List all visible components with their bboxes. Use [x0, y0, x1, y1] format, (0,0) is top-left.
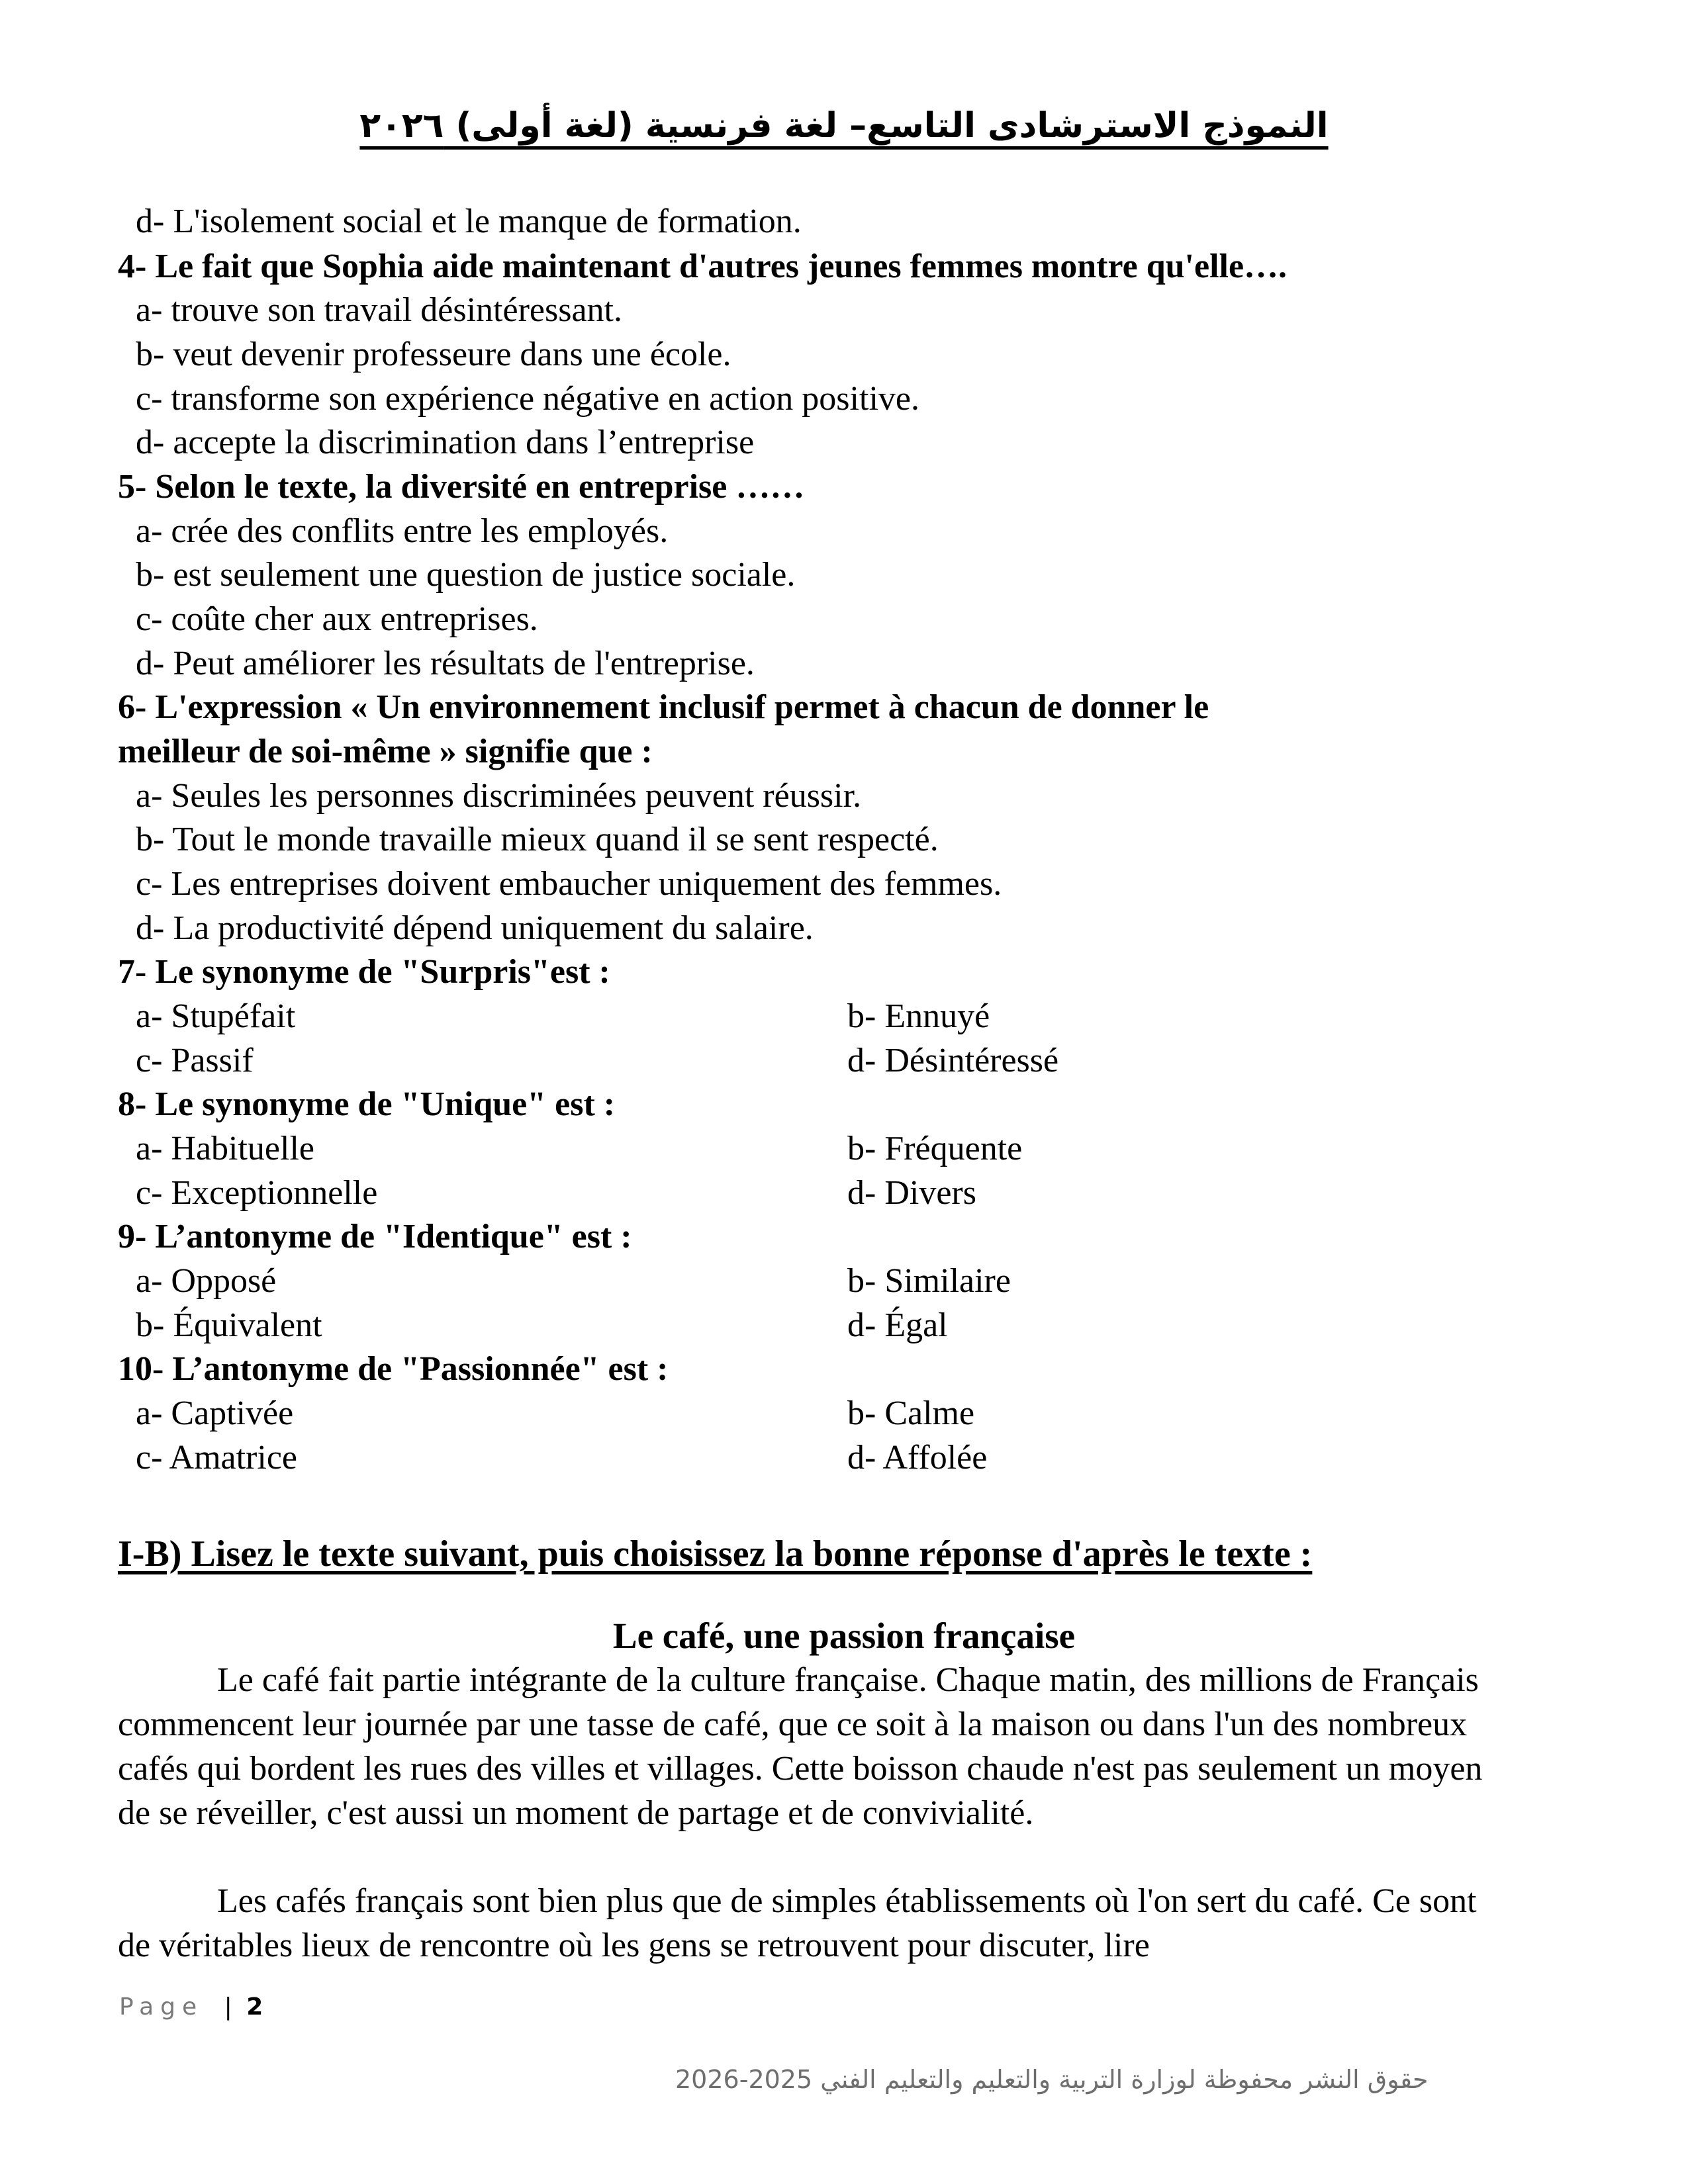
question-4: 4- Le fait que Sophia aide maintenant d'autres jeunes femmes montre qu'elle…. — [118, 248, 1288, 285]
question-10-option-b: b- Calme — [847, 1394, 975, 1432]
reading-paragraph-2: Les cafés français sont bien plus que de simples établissements où l'on sert du café. Ce sont de véritables lieux de rencontre où les gens se retrouvent pour discuter, lire — [118, 1882, 1477, 1964]
question-7: 7- Le synonyme de "Surpris"est : — [118, 953, 610, 991]
question-9-option-a: a- Opposé — [136, 1262, 277, 1300]
question-4-option-c: c- transforme son expérience négative en action positive. — [136, 380, 919, 418]
question-6-option-a: a- Seules les personnes discriminées peuvent réussir. — [136, 777, 862, 815]
question-10-option-a: a- Captivée — [136, 1394, 294, 1432]
page-separator: | — [224, 1993, 232, 2021]
question-8-option-a: a- Habituelle — [136, 1130, 314, 1167]
question-5-option-c: c- coûte cher aux entreprises. — [136, 600, 538, 638]
question-6-option-c: c- Les entreprises doivent embaucher uniquement des femmes. — [136, 865, 1002, 903]
question-6-line2: meilleur de soi-même » signifie que : — [118, 733, 653, 770]
question-9-option-d: d- Égal — [847, 1306, 948, 1344]
copyright-footer: حقوق النشر محفوظة لوزارة التربية والتعليم والتعليم الفني 2025-2026 — [675, 2065, 1429, 2094]
question-10-option-d: d- Affolée — [847, 1439, 988, 1477]
question-4-option-d: d- accepte la discrimination dans l’entreprise — [136, 424, 755, 461]
question-10-option-c: c- Amatrice — [136, 1439, 297, 1477]
page-label: Page — [119, 1993, 204, 2021]
question-4-option-b: b- veut devenir professeure dans une école. — [136, 336, 731, 373]
page-number: 2 — [246, 1993, 263, 2021]
question-9: 9- L’antonyme de "Identique" est : — [118, 1218, 632, 1255]
question-5: 5- Selon le texte, la diversité en entreprise …… — [118, 468, 805, 506]
question-6-option-d: d- La productivité dépend uniquement du salaire. — [136, 909, 814, 947]
question-7-option-a: a- Stupéfait — [136, 997, 296, 1035]
question-8-option-d: d- Divers — [847, 1174, 976, 1212]
question-8: 8- Le synonyme de "Unique" est : — [118, 1085, 616, 1123]
option-prev-d: d- L'isolement social et le manque de formation. — [136, 203, 802, 240]
reading-paragraph-1: Le café fait partie intégrante de la culture française. Chaque matin, des millions de Français commencent leur journée par une tasse de café, que ce soit à la maison ou dans l'un des nombreux cafés qui bordent les rues des villes et villages. Cette boisson chaude n'est pas seulement un moyen de se réveiller, c'est aussi un moment de partage et de convivialité. — [118, 1661, 1483, 1832]
page-title-text: النموذج الاسترشادى التاسع– لغة فرنسية (لغة أولى) ٢٠٢٦ — [359, 106, 1329, 146]
question-5-option-a: a- crée des conflits entre les employés. — [136, 512, 669, 550]
question-8-option-b: b- Fréquente — [847, 1130, 1023, 1167]
question-7-option-d: d- Désintéressé — [847, 1042, 1059, 1079]
question-9-option-b: b- Similaire — [847, 1262, 1011, 1300]
question-7-option-b: b- Ennuyé — [847, 997, 990, 1035]
question-9-option-c: b- Équivalent — [136, 1306, 322, 1344]
page-title — [0, 106, 1688, 146]
question-8-option-c: c- Exceptionnelle — [136, 1174, 378, 1212]
page-number-footer — [119, 1993, 263, 2021]
question-7-option-c: c- Passif — [136, 1042, 254, 1079]
question-6-option-b: b- Tout le monde travaille mieux quand il se sent respecté. — [136, 821, 939, 858]
question-5-option-d: d- Peut améliorer les résultats de l'entreprise. — [136, 645, 755, 682]
question-4-option-a: a- trouve son travail désintéressant. — [136, 291, 622, 329]
question-10: 10- L’antonyme de "Passionnée" est : — [118, 1350, 669, 1388]
section-heading: I-B) Lisez le texte suivant, puis choisissez la bonne réponse d'après le texte : — [118, 1533, 1313, 1574]
question-5-option-b: b- est seulement une question de justice sociale. — [136, 556, 796, 594]
question-6-line1: 6- L'expression « Un environnement inclusif permet à chacun de donner le — [118, 688, 1209, 726]
reading-title: Le café, une passion française — [612, 1615, 1076, 1656]
